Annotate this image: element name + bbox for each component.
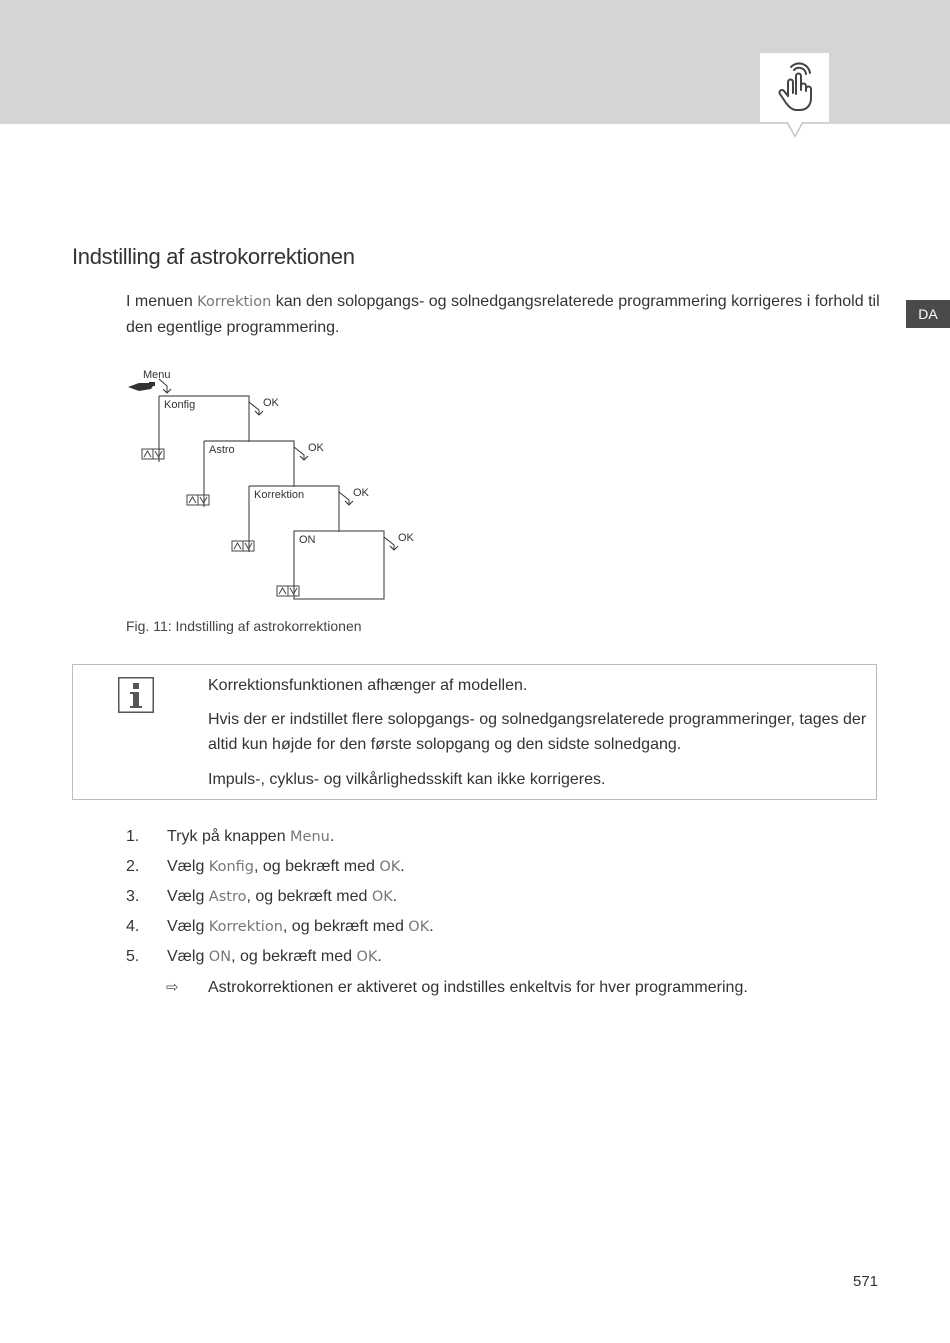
ok-label-4: OK xyxy=(398,532,414,544)
chapter-tab-pointer-inner xyxy=(788,122,802,135)
step-number: 2. xyxy=(126,858,140,875)
screen-label-on: ON xyxy=(299,534,316,546)
menu-label: Menu xyxy=(143,369,171,381)
step-item xyxy=(126,884,434,914)
step-number: 1. xyxy=(126,828,140,845)
step-term: Konfig xyxy=(208,859,254,875)
step-text: Vælg xyxy=(167,858,209,875)
step-text: Tryk på knappen xyxy=(167,828,291,845)
step-term: Menu xyxy=(290,829,330,845)
step-term: ON xyxy=(208,949,232,965)
step-text: , og bekræft med xyxy=(246,888,372,905)
step-text: , og bekræft med xyxy=(231,948,357,965)
step-text: Vælg xyxy=(167,918,209,935)
step-text: . xyxy=(429,918,434,935)
pointing-hand-icon xyxy=(128,382,155,391)
step-item xyxy=(126,914,434,944)
ok-label-3: OK xyxy=(353,487,369,499)
figure-caption: Fig. 11: Indstilling af astrokorrektionen xyxy=(126,618,362,634)
result-arrow-icon: ⇨ xyxy=(166,979,179,996)
step-number: 4. xyxy=(126,918,140,935)
ok-arrow-icon xyxy=(384,537,398,550)
step-item xyxy=(126,854,434,884)
step-text: . xyxy=(329,828,335,845)
info-icon xyxy=(118,677,154,713)
step-term-ok: OK xyxy=(356,949,378,965)
ok-arrow-icon xyxy=(294,447,308,460)
ok-label-1: OK xyxy=(263,397,279,409)
step-text: Vælg xyxy=(167,888,209,905)
step-text: , og bekræft med xyxy=(282,918,409,935)
ok-arrow-icon xyxy=(339,492,353,505)
page-number: 571 xyxy=(853,1273,879,1290)
intro-term: Korrektion xyxy=(197,294,272,310)
step-text: . xyxy=(400,858,405,875)
note-paragraph-1: Korrektionsfunktionen afhænger af modellen. xyxy=(208,677,528,694)
step-term-ok: OK xyxy=(408,919,430,935)
section-title: Indstilling af astrokorrektionen xyxy=(72,244,355,269)
intro-paragraph xyxy=(126,289,886,340)
step-term-ok: OK xyxy=(379,859,401,875)
menu-arrow-icon xyxy=(159,379,171,393)
note-paragraph-3: Impuls-, cyklus- og vilkårlighedsskift kan ikke korrigeres. xyxy=(208,771,606,788)
step-term: Astro xyxy=(208,889,247,905)
screen-label-astro: Astro xyxy=(209,444,235,456)
step-text: Vælg xyxy=(167,948,209,965)
intro-suffix: kan den solopgangs- og solnedgangsrelaterede programmering korrigeres i forhold til den egentlige programmering. xyxy=(126,293,880,336)
nav-arrows-4 xyxy=(277,586,299,596)
nav-arrows-1 xyxy=(142,449,164,459)
nav-arrows-3 xyxy=(232,541,254,551)
step-item xyxy=(126,944,434,974)
intro-prefix: I menuen xyxy=(126,293,198,310)
screen-label-konfig: Konfig xyxy=(164,399,196,411)
result-text: Astrokorrektionen er aktiveret og indstilles enkeltvis for hver programmering. xyxy=(208,979,748,996)
step-term-ok: OK xyxy=(371,889,393,905)
step-item xyxy=(126,824,434,854)
step-number: 3. xyxy=(126,888,140,905)
steps-list xyxy=(126,824,434,974)
result-line xyxy=(166,976,748,1000)
step-text: . xyxy=(392,888,398,905)
touch-hand-icon xyxy=(772,60,818,116)
nav-arrows-2 xyxy=(187,495,209,505)
note-paragraph-2: Hvis der er indstillet flere solopgangs- og solnedgangsrelaterede programmeringer, tages der altid kun højde for den første solopgang og den sidste solnedgang. xyxy=(208,711,867,753)
screen-on xyxy=(294,531,415,599)
step-number: 5. xyxy=(126,948,140,965)
screen-label-korrektion: Korrektion xyxy=(254,489,305,501)
ok-arrow-icon xyxy=(249,402,263,415)
step-term: Korrektion xyxy=(208,919,283,935)
step-text: . xyxy=(377,948,382,965)
menu-flow-figure xyxy=(125,362,425,607)
language-tab: DA xyxy=(906,300,950,328)
step-text: , og bekræft med xyxy=(253,858,380,875)
ok-label-2: OK xyxy=(308,442,324,454)
